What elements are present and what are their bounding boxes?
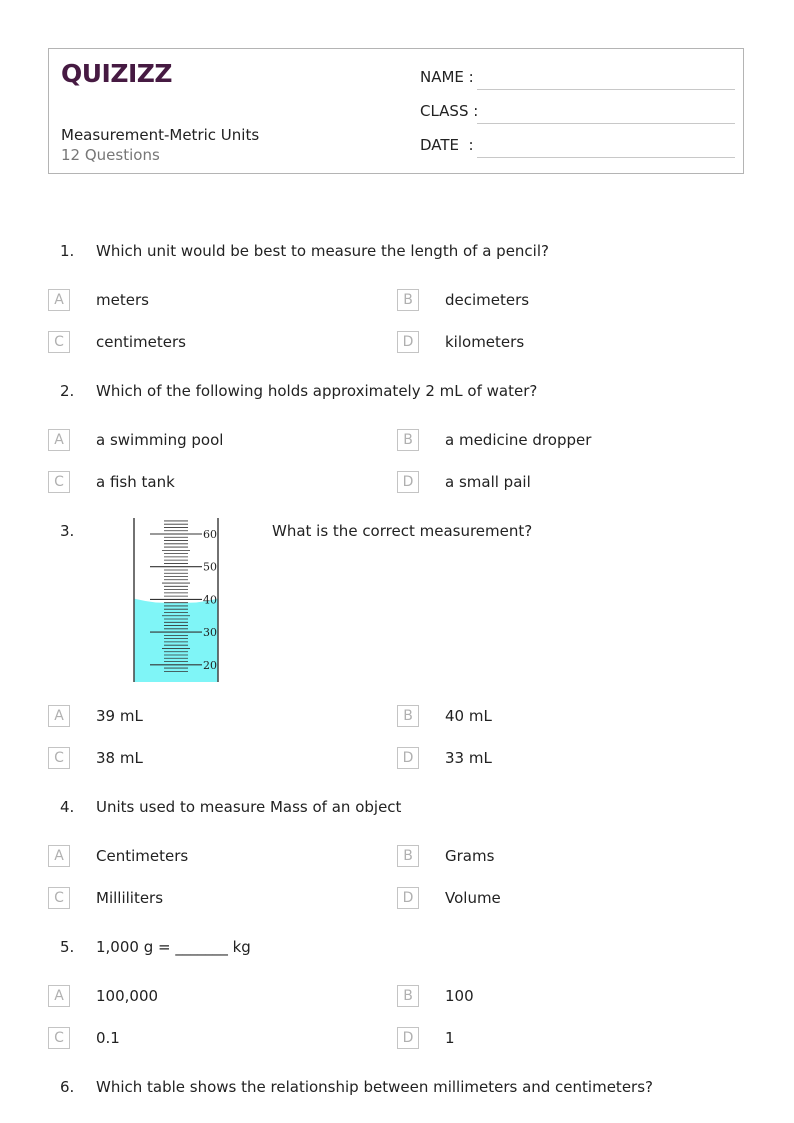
question-1-option-b-box[interactable]: B [397,289,419,311]
question-2-option-a-text: a swimming pool [96,431,224,449]
question-1-option-b-text: decimeters [445,291,530,309]
question-6-number: 6. [60,1078,75,1096]
question-3-option-a-box[interactable]: A [48,705,70,727]
question-2-option-d-box[interactable]: D [397,471,419,493]
question-1-option-d-text: kilometers [445,333,525,351]
question-1-option-a-text: meters [96,291,149,309]
question-4-option-a-box[interactable]: A [48,845,70,867]
question-2-option-b-box[interactable]: B [397,429,419,451]
date-line [477,157,735,158]
question-5-option-b-text: 100 [445,987,474,1005]
question-2-text: Which of the following holds approximately 2 mL of water? [96,382,538,400]
question-2-option-c-text: a fish tank [96,473,175,491]
scale-label-60: 60 [203,528,217,541]
question-2-option-b-text: a medicine dropper [445,431,592,449]
question-1-option-c-box[interactable]: C [48,331,70,353]
question-4-option-c-box[interactable]: C [48,887,70,909]
date-field[interactable] [420,136,735,158]
question-1-text: Which unit would be best to measure the length of a pencil? [96,242,549,260]
question-4-option-d-box[interactable]: D [397,887,419,909]
scale-label-50: 50 [203,560,217,574]
question-3-option-c-box[interactable]: C [48,747,70,769]
question-4-option-c-text: Milliliters [96,889,164,907]
question-2-option-d-text: a small pail [445,473,531,491]
quizizz-logo: QUIZIZZ [61,59,173,88]
name-field[interactable] [420,68,735,90]
question-2-option-c-box[interactable]: C [48,471,70,493]
question-5-number: 5. [60,938,75,956]
question-3-option-d-text: 33 mL [445,749,492,767]
worksheet-title: Measurement-Metric Units [61,126,260,144]
worksheet-header [48,48,744,174]
question-6-text: Which table shows the relationship between millimeters and centimeters? [96,1078,653,1096]
question-3-option-a-text: 39 mL [96,707,143,725]
question-4-text: Units used to measure Mass of an object [96,798,402,816]
scale-label-40: 40 [203,593,217,607]
question-3-option-b-box[interactable]: B [397,705,419,727]
scale-label-20: 20 [203,658,217,672]
question-5-option-b-box[interactable]: B [397,985,419,1007]
question-4-option-b-text: Grams [445,847,495,865]
question-3-option-d-box[interactable]: D [397,747,419,769]
question-4-option-b-box[interactable]: B [397,845,419,867]
question-2-option-a-box[interactable]: A [48,429,70,451]
question-3-option-b-text: 40 mL [445,707,492,725]
question-3-text: What is the correct measurement? [272,522,533,540]
class-label: CLASS : [420,102,479,120]
name-label: NAME : [420,68,474,86]
question-4-option-a-text: Centimeters [96,847,189,865]
question-5-option-a-box[interactable]: A [48,985,70,1007]
question-4-option-d-text: Volume [445,889,501,907]
question-5-option-c-box[interactable]: C [48,1027,70,1049]
question-3-number: 3. [60,522,75,540]
question-4-number: 4. [60,798,75,816]
question-5-text: 1,000 g = _______ kg [96,938,251,956]
class-line [477,123,735,124]
question-5-option-d-text: 1 [445,1029,455,1047]
name-line [477,89,735,90]
question-5-option-d-box[interactable]: D [397,1027,419,1049]
scale-label-30: 30 [203,626,217,640]
date-label: DATE : [420,136,474,154]
question-5-option-c-text: 0.1 [96,1029,120,1047]
question-1-option-d-box[interactable]: D [397,331,419,353]
question-count: 12 Questions [61,146,160,164]
class-field[interactable] [420,102,735,124]
question-1-option-c-text: centimeters [96,333,186,351]
question-1-number: 1. [60,242,75,260]
question-3-option-c-text: 38 mL [96,749,143,767]
graduated-cylinder-image [132,518,222,682]
question-5-option-a-text: 100,000 [96,987,159,1005]
question-2-number: 2. [60,382,75,400]
question-1-option-a-box[interactable]: A [48,289,70,311]
